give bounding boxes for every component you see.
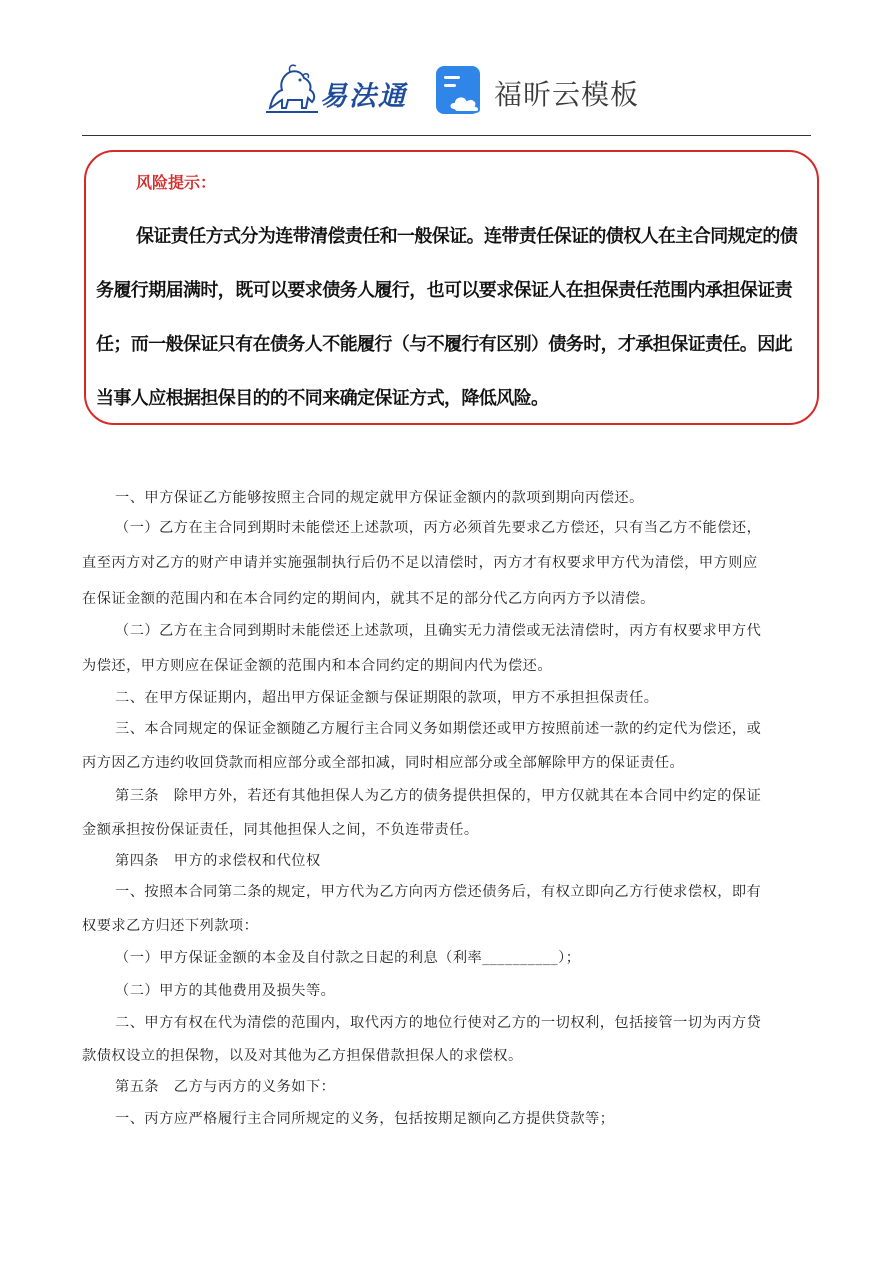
- clause-paragraph: 二、在甲方保证期内，超出甲方保证金额与保证期限的款项，甲方不承担担保责任。: [115, 690, 659, 706]
- article-heading: 第三条 除甲方外，若还有其他担保人为乙方的债务提供担保的，甲方仅就其在本合同中约定的保证: [115, 788, 762, 804]
- risk-line: 任；而一般保证只有在债务人不能履行（与不履行有区别）债务时，才承担保证责任。因此: [96, 334, 792, 355]
- clause-paragraph: 丙方因乙方违约收回贷款而相应部分或全部扣减，同时相应部分或全部解除甲方的保证责任。: [82, 755, 685, 771]
- clause-paragraph: 二、甲方有权在代为清偿的范围内，取代丙方的地位行使对乙方的一切权利，包括接管一切为丙方贷: [115, 1015, 762, 1031]
- clause-paragraph: 在保证金额的范围内和在本合同约定的期间内，就其不足的部分代乙方向丙方予以清偿。: [82, 591, 655, 607]
- fuxin-logo: [436, 64, 646, 118]
- qilin-icon: [262, 62, 320, 118]
- risk-line: 务履行期届满时，既可以要求债务人履行，也可以要求保证人在担保责任范围内承担保证责: [96, 280, 792, 301]
- clause-paragraph: 直至丙方对乙方的财产申请并实施强制执行后仍不足以清偿时，丙方才有权要求甲方代为清偿，甲方则应: [82, 555, 758, 571]
- clause-paragraph: （一）甲方保证金额的本金及自付款之日起的利息（利率__________）；: [115, 950, 581, 966]
- clause-paragraph: 款债权设立的担保物，以及对其他为乙方担保借款担保人的求偿权。: [82, 1048, 523, 1064]
- article-heading: 第五条 乙方与丙方的义务如下：: [115, 1079, 336, 1095]
- risk-title: 风险提示：: [136, 173, 217, 192]
- page-header: [0, 56, 893, 126]
- risk-line: 当事人应根据担保目的的不同来确定保证方式，降低风险。: [96, 388, 549, 409]
- clause-paragraph: 为偿还，甲方则应在保证金额的范围内和本合同约定的期间内代为偿还。: [82, 658, 553, 674]
- document-cloud-icon: [436, 64, 486, 116]
- clause-paragraph: 金额承担按份保证责任，同其他担保人之间，不负连带责任。: [82, 822, 479, 838]
- risk-line: 保证责任方式分为连带清偿责任和一般保证。连带责任保证的债权人在主合同规定的债: [136, 226, 798, 247]
- logo1-text: 易法通: [320, 81, 407, 112]
- clause-paragraph: 一、甲方保证乙方能够按照主合同的规定就甲方保证金额内的款项到期向丙偿还。: [115, 490, 644, 506]
- article-heading: 第四条 甲方的求偿权和代位权: [115, 853, 321, 869]
- clause-paragraph: 一、丙方应严格履行主合同所规定的义务，包括按期足额向乙方提供贷款等；: [115, 1111, 615, 1127]
- logo2-text: 福昕云模板: [494, 78, 640, 111]
- clause-paragraph: （二）甲方的其他费用及损失等。: [115, 983, 336, 999]
- clause-paragraph: 一、按照本合同第二条的规定，甲方代为乙方向丙方偿还债务后，有权立即向乙方行使求偿权，即有: [115, 884, 762, 900]
- yifatong-logo: [262, 62, 412, 118]
- clause-paragraph: 权要求乙方归还下列款项：: [82, 918, 259, 934]
- clause-paragraph: （一）乙方在主合同到期时未能偿还上述款项，丙方必须首先要求乙方偿还，只有当乙方不能偿还，: [115, 520, 762, 536]
- header-divider: [82, 135, 811, 136]
- risk-warning-box: [84, 150, 819, 425]
- clause-paragraph: （二）乙方在主合同到期时未能偿还上述款项，且确实无力清偿或无法清偿时，丙方有权要求甲方代: [115, 623, 762, 639]
- clause-paragraph: 三、本合同规定的保证金额随乙方履行主合同义务如期偿还或甲方按照前述一款的约定代为偿还，或: [115, 721, 762, 737]
